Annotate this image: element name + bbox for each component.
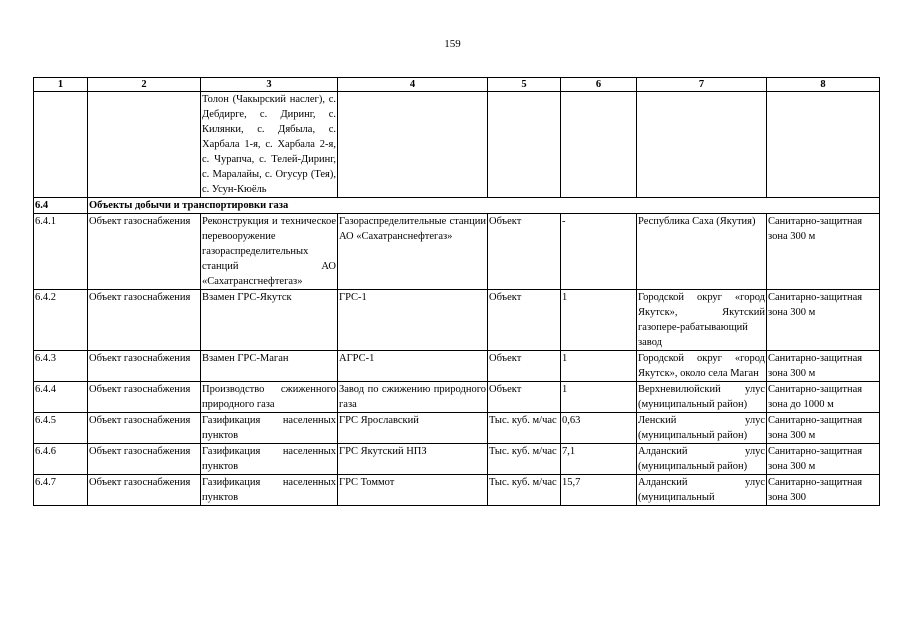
table-cell: Городской округ «город Якутск», около села Маган — [637, 351, 767, 382]
table-cell: Объект — [488, 382, 561, 413]
table-cell: Алданский улус (муниципальный район) — [637, 444, 767, 475]
page-number: 159 — [444, 38, 461, 50]
table-cell: Тыс. куб. м/час — [488, 475, 561, 506]
header-cell: 3 — [201, 78, 338, 92]
header-row — [34, 78, 880, 92]
table-cell: Газификация населенных пунктов — [201, 413, 338, 444]
table-cell: 6.4.6 — [34, 444, 88, 475]
continuation-row — [34, 92, 880, 198]
table-cell: Объект газоснабжения — [88, 351, 201, 382]
section-number: 6.4 — [34, 198, 88, 214]
table-cell — [561, 92, 637, 198]
header-cell: 2 — [88, 78, 201, 92]
table-row — [34, 475, 880, 506]
table-cell — [338, 92, 488, 198]
table-cell: Завод по сжижению природного газа — [338, 382, 488, 413]
table-row — [34, 382, 880, 413]
table-cell: Объект газоснабжения — [88, 290, 201, 351]
table-row — [34, 413, 880, 444]
objects-table — [33, 77, 880, 506]
table-row — [34, 214, 880, 290]
table-cell: Санитарно-защитная зона 300 м — [767, 290, 880, 351]
header-cell: 4 — [338, 78, 488, 92]
table-cell: Газораспределительные станции АО «Сахатранснефтегаз» — [338, 214, 488, 290]
table-cell: 1 — [561, 351, 637, 382]
table-cell: ГРС-1 — [338, 290, 488, 351]
table-row — [34, 290, 880, 351]
header-cell: 8 — [767, 78, 880, 92]
table-cell: 1 — [561, 382, 637, 413]
table-cell: Алданский улус (муниципальный — [637, 475, 767, 506]
table-cell: - — [561, 214, 637, 290]
header-cell: 6 — [561, 78, 637, 92]
table-row — [34, 444, 880, 475]
table-cell — [88, 92, 201, 198]
table-cell: Санитарно-защитная зона 300 м — [767, 214, 880, 290]
section-title: Объекты добычи и транспортировки газа — [88, 198, 880, 214]
table-cell: ГРС Ярославский — [338, 413, 488, 444]
table-cell: 6.4.3 — [34, 351, 88, 382]
table-cell: Тыс. куб. м/час — [488, 413, 561, 444]
table-cell — [767, 92, 880, 198]
table-cell: 6.4.1 — [34, 214, 88, 290]
table-cell: Объект газоснабжения — [88, 475, 201, 506]
table-cell: ГРС Томмот — [338, 475, 488, 506]
table-cell: Объект газоснабжения — [88, 444, 201, 475]
table-cell: Производство сжиженного природного газа — [201, 382, 338, 413]
table-cell: 0,63 — [561, 413, 637, 444]
table-cell — [637, 92, 767, 198]
table-cell: Газификация населенных пунктов — [201, 444, 338, 475]
table-cell: Объект газоснабжения — [88, 382, 201, 413]
table-cell: Объект — [488, 290, 561, 351]
table-cell: Городской округ «город Якутск», Якутский газопере-рабатывающий завод — [637, 290, 767, 351]
table-cell: Объект — [488, 351, 561, 382]
table-cell: Санитарно-защитная зона 300 — [767, 475, 880, 506]
header-cell: 7 — [637, 78, 767, 92]
table-cell — [488, 92, 561, 198]
table-cell: 15,7 — [561, 475, 637, 506]
table-cell: Санитарно-защитная зона до 1000 м — [767, 382, 880, 413]
table-cell: Объект газоснабжения — [88, 413, 201, 444]
table-cell: Санитарно-защитная зона 300 м — [767, 413, 880, 444]
table-cell: Республика Саха (Якутия) — [637, 214, 767, 290]
table-row — [34, 351, 880, 382]
table-cell: 7,1 — [561, 444, 637, 475]
table-cell: Толон (Чакырский наслег), с. Дебдирге, с. Диринг, с. Килянки, с. Дябыла, с. Харбала 1-я, с. Харбала 2-я, с. Чурапча, с. Телей-Диринг, с. Маралайы, с. Огусур (Тея), с. Усун-Кюёль — [201, 92, 338, 198]
table-cell: Тыс. куб. м/час — [488, 444, 561, 475]
table-cell: АГРС-1 — [338, 351, 488, 382]
table-cell: 6.4.7 — [34, 475, 88, 506]
table-cell: 1 — [561, 290, 637, 351]
table-cell: ГРС Якутский НПЗ — [338, 444, 488, 475]
table-cell: Санитарно-защитная зона 300 м — [767, 351, 880, 382]
table-cell: Взамен ГРС-Маган — [201, 351, 338, 382]
header-cell: 5 — [488, 78, 561, 92]
table-cell: 6.4.2 — [34, 290, 88, 351]
table-cell: Реконструкция и техническое перевооружение газораспределительных станций АО «Сахатрансгнефтегаз» — [201, 214, 338, 290]
table-cell: Взамен ГРС-Якутск — [201, 290, 338, 351]
table-cell — [34, 92, 88, 198]
table-cell: Верхневилюйский улус (муниципальный район) — [637, 382, 767, 413]
table-cell: Объект — [488, 214, 561, 290]
table-cell: Объект газоснабжения — [88, 214, 201, 290]
table-cell: Ленский улус (муниципальный район) — [637, 413, 767, 444]
header-cell: 1 — [34, 78, 88, 92]
table-cell: 6.4.4 — [34, 382, 88, 413]
section-row — [34, 198, 880, 214]
table-cell: 6.4.5 — [34, 413, 88, 444]
table-cell: Санитарно-защитная зона 300 м — [767, 444, 880, 475]
table-cell: Газификация населенных пунктов — [201, 475, 338, 506]
